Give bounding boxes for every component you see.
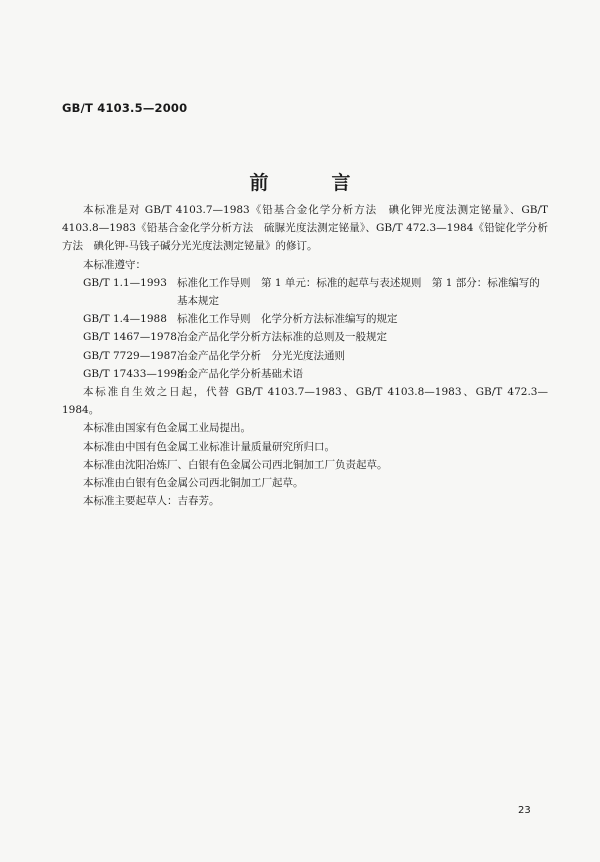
reference-item bbox=[62, 347, 548, 365]
closing-paragraph: 本标准由沈阳冶炼厂、白银有色金属公司西北铜加工厂负责起草。 bbox=[83, 458, 388, 471]
reference-name: 冶金产品化学分析方法标准的总则及一般规定 bbox=[177, 331, 387, 344]
reference-name: 标准化工作导则 第 1 单元：标准的起草与表述规则 第 1 部分：标准编写的基本规定 bbox=[177, 276, 540, 308]
closing-paragraph: 本标准由国家有色金属工业局提出。 bbox=[83, 422, 251, 435]
reference-item bbox=[62, 365, 548, 383]
compliance-paragraph: 本标准遵守： bbox=[83, 258, 146, 271]
reference-code: GB/T 17433—1998 bbox=[83, 367, 184, 380]
closing-paragraph: 本标准由中国有色金属工业标准计量质量研究所归口。 bbox=[83, 440, 335, 453]
reference-code: GB/T 1467—1978 bbox=[83, 331, 177, 344]
closing-paragraph: 本标准主要起草人：吉春芳。 bbox=[83, 495, 220, 508]
intro-paragraph: 本标准是对 GB/T 4103.7—1983《铅基合金化学分析方法 碘化钾光度法测定铋量》、GB/T 4103.8—1983《铅基合金化学分析方法 硫脲光度法测定铋量》、GB/T 472.3—1984《铅锭化学分析方法 碘化钾-马钱子碱分光光度法测定铋量》的修订。 bbox=[62, 204, 548, 253]
reference-name: 标准化工作导则 化学分析方法标准编写的规定 bbox=[177, 313, 398, 326]
closing-paragraph: 本标准由白银有色金属公司西北铜加工厂起草。 bbox=[83, 477, 304, 490]
reference-item bbox=[62, 310, 548, 328]
reference-item bbox=[62, 328, 548, 346]
reference-code: GB/T 7729—1987 bbox=[83, 349, 177, 362]
reference-item bbox=[62, 274, 548, 310]
document-body bbox=[62, 201, 548, 510]
standard-number: GB/T 4103.5—2000 bbox=[62, 101, 188, 115]
reference-list bbox=[62, 274, 548, 383]
reference-name: 冶金产品化学分析 分光光度法通则 bbox=[177, 349, 345, 362]
reference-code: GB/T 1.4—1988 bbox=[83, 313, 167, 326]
closing-paragraph: 本标准自生效之日起，代替 GB/T 4103.7—1983、GB/T 4103.8—1983、GB/T 472.3—1984。 bbox=[62, 386, 548, 417]
page-title: 前 言 bbox=[249, 172, 373, 194]
page-number: 23 bbox=[518, 805, 531, 816]
reference-code: GB/T 1.1—1993 bbox=[83, 276, 167, 289]
reference-name: 冶金产品化学分析基础术语 bbox=[177, 367, 303, 380]
